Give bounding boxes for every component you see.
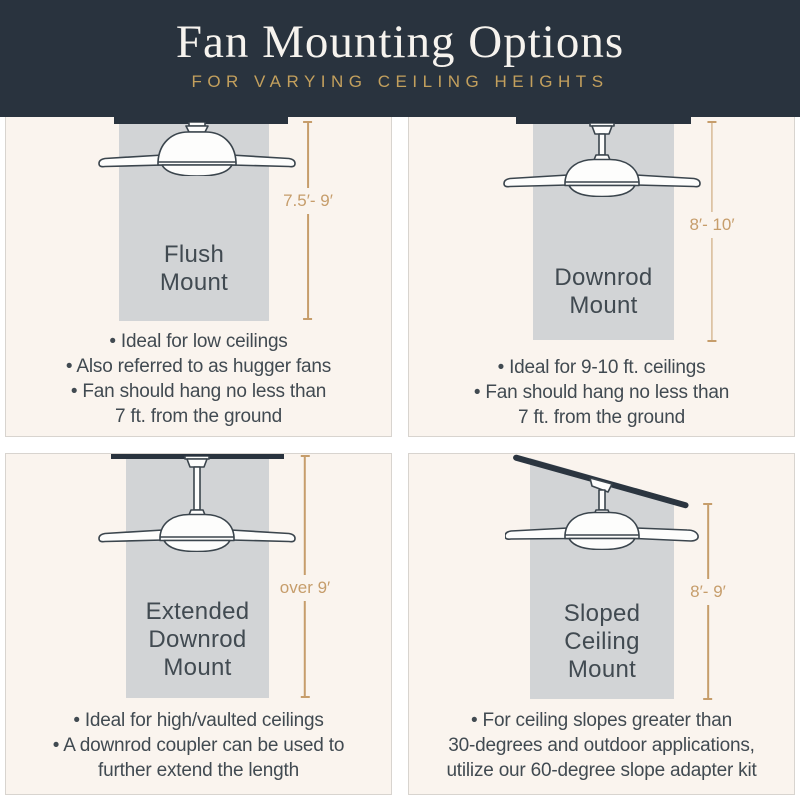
bullet-list — [409, 355, 794, 430]
measure-cap-bottom — [708, 340, 717, 342]
bullet-item-line: 7 ft. from the ground — [115, 406, 282, 427]
sloped-ceiling-fan-illustration — [505, 478, 705, 550]
page-title: Fan Mounting Options — [175, 16, 625, 68]
measure-line — [307, 214, 309, 318]
measurement-label: 8′- 9′ — [690, 582, 726, 602]
measure-cap-bottom — [703, 698, 712, 700]
flush-mount-ceiling-fan-illustration — [97, 122, 297, 176]
downrod-mount-ceiling-fan-illustration — [502, 123, 702, 197]
bullet-list — [409, 708, 794, 783]
bullet-item: • Fan should hang no less than — [70, 381, 327, 402]
measure-line — [307, 123, 309, 188]
bullet-item: • Ideal for low ceilings — [109, 331, 288, 352]
bullet-list — [6, 708, 391, 783]
quadrant-flush-mount — [5, 117, 392, 437]
page-subtitle: FOR VARYING CEILING HEIGHTS — [191, 72, 609, 91]
bullet-item: • Ideal for high/vaulted ceilings — [73, 710, 324, 731]
header-banner — [0, 0, 800, 117]
mount-type-title: Sloped Ceiling Mount — [563, 600, 641, 683]
mount-type-title: Downrod Mount — [554, 264, 653, 319]
measure-cap-bottom — [301, 696, 310, 698]
measure-line — [707, 605, 709, 698]
quadrant-downrod-mount — [408, 117, 795, 437]
mount-type-title: Flush Mount — [159, 241, 229, 296]
measure-cap-bottom — [303, 318, 312, 320]
bullet-item: • Ideal for 9-10 ft. ceilings — [497, 357, 706, 378]
quadrant-sloped-ceiling-mount — [408, 453, 795, 795]
bullet-item-line: utilize our 60-degree slope adapter kit — [446, 760, 757, 781]
ceiling-height-measurement — [690, 503, 726, 700]
extended-downrod-ceiling-fan-illustration — [97, 456, 297, 552]
measurement-label: over 9′ — [279, 578, 331, 598]
measure-line — [304, 457, 306, 575]
bullet-item: • Also referred to as hugger fans — [65, 356, 332, 377]
measure-line — [711, 123, 713, 212]
bullet-list — [6, 329, 391, 429]
bullet-item: • For ceiling slopes greater than — [471, 710, 732, 731]
measure-line — [711, 238, 713, 340]
mount-type-title: Extended Downrod Mount — [145, 598, 250, 681]
bullet-item-line: further extend the length — [98, 760, 299, 781]
ceiling-height-measurement — [280, 455, 330, 698]
ceiling-height-measurement — [283, 121, 333, 320]
bullet-item: • Fan should hang no less than — [473, 382, 730, 403]
measurement-label: 7.5′- 9′ — [283, 190, 333, 210]
ceiling-height-measurement — [689, 121, 734, 342]
bullet-item-line: 30-degrees and outdoor applications, — [448, 735, 755, 756]
bullet-item-line: 7 ft. from the ground — [518, 407, 685, 428]
bullet-item: • A downrod coupler can be used to — [52, 735, 345, 756]
measurement-label: 8′- 10′ — [689, 215, 735, 235]
measure-line — [304, 601, 306, 696]
quadrant-extended-downrod-mount — [5, 453, 392, 795]
measure-line — [707, 505, 709, 579]
